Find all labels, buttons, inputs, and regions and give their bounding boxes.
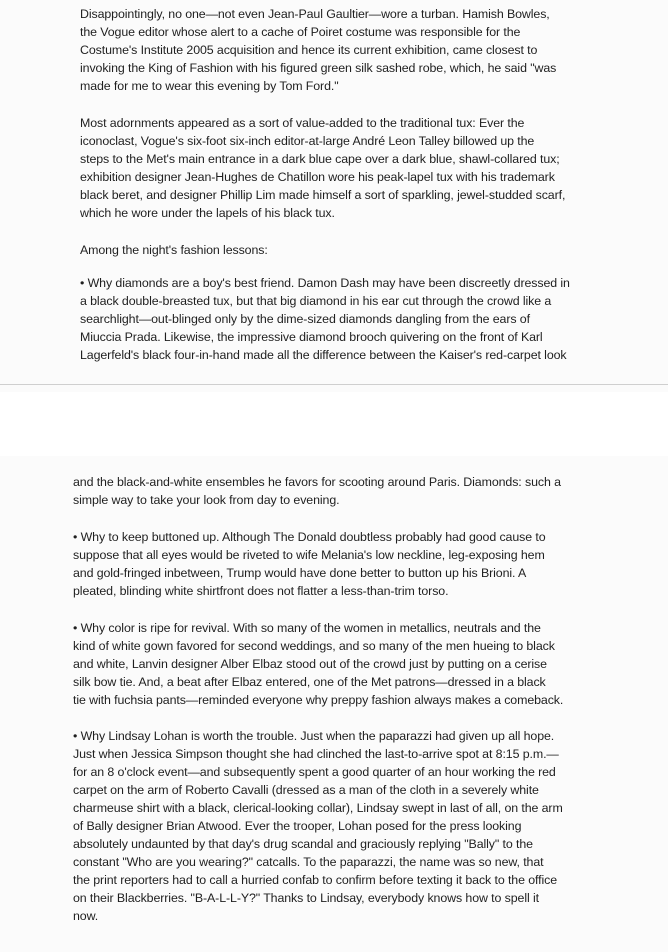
page-fold-line [0,384,668,385]
text-line: and white, Lanvin designer Alber Elbaz stood out of the crowd just by putting on a cerise [73,657,547,671]
text-line: searchlight—out-blinged only by the dime-sized diamonds dangling from the ears of [80,312,530,326]
text-line: Miuccia Prada. Likewise, the impressive diamond brooch quivering on the front of Karl [80,330,543,344]
text-line: black beret, and designer Phillip Lim made himself a sort of sparkling, jewel-studded scarf, [80,188,566,202]
text-line: • Why diamonds are a boy's best friend. Damon Dash may have been discreetly dressed in [80,276,570,290]
text-line: the print reporters had to call a hurried confab to confirm before texting it back to the office [73,873,558,887]
text-line: on their Blackberries. "B-A-L-L-Y?" Thanks to Lindsay, everybody knows how to spell it [73,891,539,905]
page-gap [0,392,668,456]
text-line: exhibition designer Jean-Hughes de Chatillon wore his peak-lapel tux with his trademark [80,170,555,184]
text-line: made for me to wear this evening by Tom Ford." [80,79,339,93]
text-line: Among the night's fashion lessons: [80,243,268,257]
text-line: now. [73,909,99,923]
text-line: for an 8 o'clock event—and subsequently spent a good quarter of an hour working the red [73,765,556,779]
text-line: Disappointingly, no one—not even Jean-Paul Gaultier—wore a turban. Hamish Bowles, [80,7,550,21]
text-line: absolutely undaunted by that day's drug scandal and graciously replying "Bally" to the [73,837,533,851]
text-line: and gold-fringed inbetween, Trump would have done better to button up his Brioni. A [73,566,527,580]
paragraph-adornments [80,114,565,222]
paragraph-color-revival [73,619,563,709]
text-line: charmeuse shirt with a black, clerical-looking collar), Lindsay swept in last of all, on the arm [73,801,563,815]
paragraph-turban [80,5,556,95]
text-line: the Vogue editor whose alert to a cache of Poiret costume was responsible for the [80,25,521,39]
text-line: suppose that all eyes would be riveted to wife Melania's low neckline, leg-exposing hem [73,548,545,562]
text-line: Lagerfeld's black four-in-hand made all the difference between the Kaiser's red-carpet look [80,348,567,362]
text-line: Costume's Institute 2005 acquisition and hence its current exhibition, came closest to [80,43,538,57]
text-line: • Why Lindsay Lohan is worth the trouble. Just when the paparazzi had given up all hope. [73,729,555,743]
text-line: of Bally designer Brian Atwood. Ever the trooper, Lohan posed for the press looking [73,819,522,833]
text-line: iconoclast, Vogue's six-foot six-inch editor-at-large André Leon Talley billowed up the [80,134,535,148]
paragraph-lindsay-lohan [73,727,563,925]
text-line: Just when Jessica Simpson thought she had clinched the last-to-arrive spot at 8:15 p.m.— [73,747,559,761]
text-line: • Why to keep buttoned up. Although The Donald doubtless probably had good cause to [73,530,546,544]
text-line: • Why color is ripe for revival. With so many of the women in metallics, neutrals and the [73,621,541,635]
text-line: and the black-and-white ensembles he favors for scooting around Paris. Diamonds: such a [73,475,561,489]
text-line: which he wore under the lapels of his black tux. [80,206,335,220]
text-line: simple way to take your look from day to evening. [73,493,340,507]
paragraph-buttoned-up [73,528,546,600]
text-line: steps to the Met's main entrance in a dark blue cape over a dark blue, shawl-collared tux; [80,152,560,166]
text-line: tie with fuchsia pants—reminded everyone why preppy fashion always makes a comeback. [73,693,564,707]
text-line: kind of white gown favored for second weddings, and so many of the men hueing to black [73,639,555,653]
text-line: carpet on the arm of Roberto Cavalli (dressed as a man of the cloth in a severely white [73,783,539,797]
paragraph-diamonds-continued [73,473,561,509]
text-line: Most adornments appeared as a sort of value-added to the traditional tux: Ever the [80,116,525,130]
lessons-intro [80,241,268,259]
text-line: silk bow tie. And, a beat after Elbaz entered, one of the Met patrons—dressed in a black [73,675,546,689]
text-line: pleated, blinding white shirtfront does not flatter a less-than-trim torso. [73,584,449,598]
text-line: invoking the King of Fashion with his figured green silk sashed robe, which, he said "was [80,61,557,75]
text-line: constant "Who are you wearing?" catcalls. To the paparazzi, the name was so new, that [73,855,544,869]
text-line: a black double-breasted tux, but that big diamond in his ear cut through the crowd like a [80,294,552,308]
paragraph-diamonds [80,274,570,364]
